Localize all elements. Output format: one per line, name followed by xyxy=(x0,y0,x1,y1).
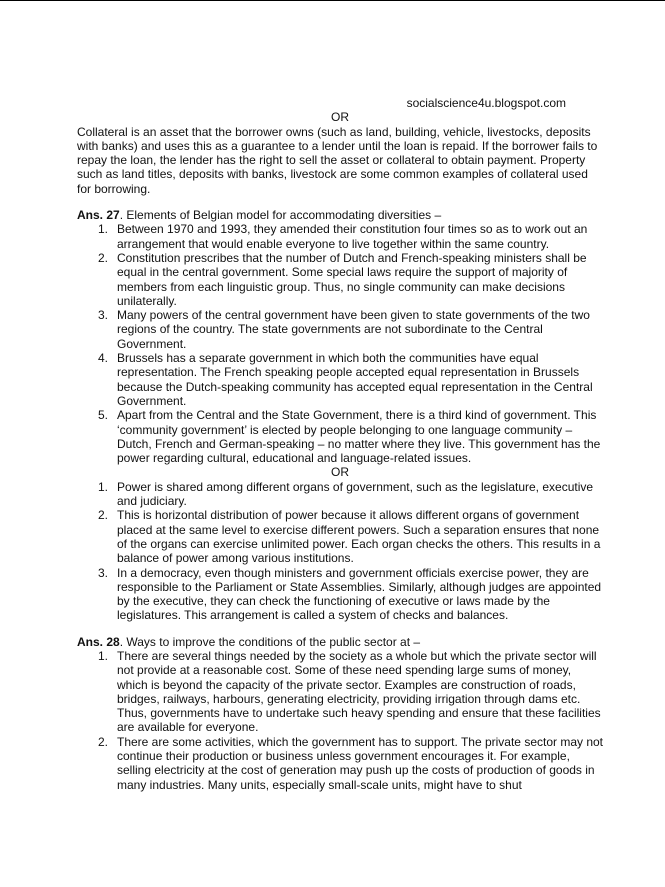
document-page xyxy=(77,96,603,792)
ans27-intro: . Elements of Belgian model for accommodating diversities – xyxy=(119,208,442,223)
list-text: Constitution prescribes that the number of Dutch and French-speaking ministers shall be equal in the central government. Some special laws require the support of majority of members from each linguistic group. Thus, no single community can make decisions unilaterally. xyxy=(117,250,587,308)
ans27-list xyxy=(77,222,603,465)
list-text: Many powers of the central government have been given to state governments of the two regions of the country. The state governments are not subordinate to the Central Government. xyxy=(117,308,590,351)
or-separator: OR xyxy=(331,110,349,125)
list-number: 1. xyxy=(98,648,109,663)
list-text: There are several things needed by the society as a whole but which the private sector will not provide at a reasonable cost. Some of these need spending large sums of money, which is beyond the capacity of the private sector. Examples are construction of roads, bridges, railways, harbours, generating electricity, providing irrigation through dams etc. Thus, governments have to undertake such heavy spending and ensure that these facilities are available for everyone. xyxy=(117,648,601,735)
list-item xyxy=(77,735,603,792)
top-border-line xyxy=(0,0,665,1)
list-number: 4. xyxy=(98,351,109,366)
list-item xyxy=(77,649,603,735)
list-text: Between 1970 and 1993, they amended their constitution four times so as to work out an arrangement that would enable everyone to live together within the same country. xyxy=(117,222,588,251)
ans27-heading xyxy=(77,208,603,222)
ans28-intro: . Ways to improve the conditions of the public sector at – xyxy=(119,634,421,649)
list-text: In a democracy, even though ministers and government officials exercise power, they are responsible to the Parliament or State Assemblies. Similarly, although judges are appointed by the executive, they can check the functioning of executive or laws made by the legislatures. This arrangement is called a system of checks and balances. xyxy=(117,565,602,623)
or-separator: OR xyxy=(331,465,349,480)
site-url: socialscience4u.blogspot.com xyxy=(406,96,566,110)
list-item xyxy=(77,408,603,465)
list-text: Power is shared among different organs of government, such as the legislature, executive and judiciary. xyxy=(117,479,594,509)
list-item xyxy=(77,222,603,251)
list-item xyxy=(77,251,603,308)
list-number: 2. xyxy=(98,508,109,523)
list-item xyxy=(77,308,603,351)
ans28-list xyxy=(77,649,603,792)
list-item xyxy=(77,508,603,565)
list-number: 3. xyxy=(98,308,109,323)
list-number: 1. xyxy=(98,479,109,494)
list-item xyxy=(77,566,603,623)
ans27-label: Ans. 27 xyxy=(77,208,120,223)
collateral-paragraph: Collateral is an asset that the borrower owns (such as land, building, vehicle, livestocks, deposits with banks) and uses this as a guarantee to a lender until the loan is repaid. If the borrower fails to repay the loan, the lender has the right to sell the asset or collateral to obtain payment. Property such as land titles, deposits with banks, livestock are some common examples of collateral used for borrowing. xyxy=(77,124,598,196)
list-number: 3. xyxy=(98,565,109,580)
list-number: 2. xyxy=(98,734,109,749)
ans28-heading xyxy=(77,635,603,649)
list-number: 2. xyxy=(98,250,109,265)
list-text: There are some activities, which the government has to support. The private sector may not continue their production or business unless government encourages it. For example, selling electricity at the cost of generation may push up the costs of production of goods in many industries. Many units, especially small-scale units, might have to shut xyxy=(117,734,604,792)
ans27-alt-list xyxy=(77,480,603,623)
ans28-label: Ans. 28 xyxy=(77,634,120,649)
list-number: 1. xyxy=(98,222,109,237)
list-text: Brussels has a separate government in which both the communities have equal representation. The French speaking people accepted equal representation in Brussels because the Dutch-speaking community has accepted equal representation in the Central Government. xyxy=(117,351,593,408)
list-text: This is horizontal distribution of power because it allows different organs of government placed at the same level to exercise different powers. Such a separation ensures that none of the organs can exercise unlimited power. Each organ checks the others. This results in a balance of power among various institutions. xyxy=(117,508,601,566)
list-item xyxy=(77,480,603,509)
list-item xyxy=(77,351,603,408)
list-number: 5. xyxy=(98,408,109,423)
list-text: Apart from the Central and the State Government, there is a third kind of government. This ‘community government’ is elected by people belonging to one language community – Dutch, French and German-speaking – no matter where they live. This government has the power regarding cultural, educational and language-related issues. xyxy=(117,408,601,466)
